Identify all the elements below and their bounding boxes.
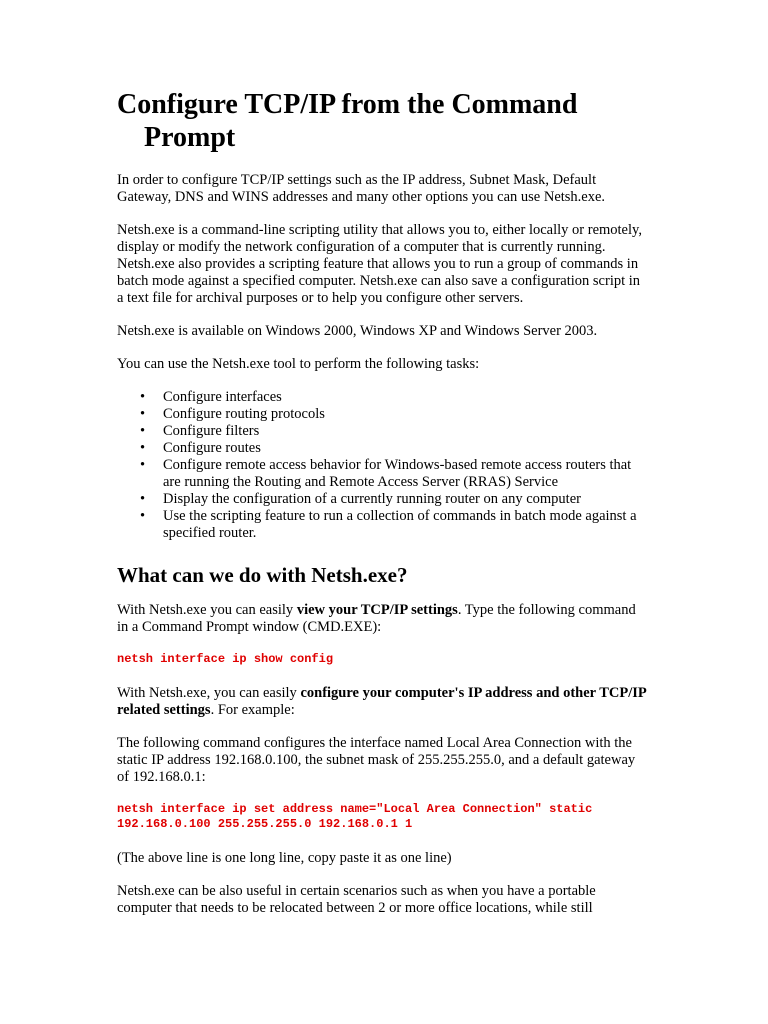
list-item-text: Configure routing protocols [163, 406, 325, 422]
list-item-text: Display the configuration of a currently running router on any computer [163, 491, 581, 507]
list-item-text: Configure filters [163, 423, 260, 439]
page-title: Configure TCP/IP from the Command Prompt [117, 89, 578, 153]
netsh-description-paragraph: Netsh.exe is a command-line scripting utility that allows you to, either locally or remotely, display or modify the network configuration of a computer that is currently running. Netsh.exe also provides a scripting feature that allows you to run a group of commands in batch mode against a specified computer. Netsh.exe can also save a configuration script in a text file for archival purposes or to help you configure other servers. [117, 222, 642, 306]
code-show-config: netsh interface ip show config [117, 652, 334, 666]
bullet-icon: • [140, 423, 146, 439]
availability-paragraph: Netsh.exe is available on Windows 2000, Windows XP and Windows Server 2003. [117, 323, 598, 339]
bullet-icon: • [140, 389, 146, 405]
bold-text-run: configure your computer's IP address and other TCP/IP related settings [117, 685, 646, 718]
list-item-text: Use the scripting feature to run a collection of commands in batch mode against a specified router. [163, 508, 637, 541]
bold-text-run: view your TCP/IP settings [296, 602, 458, 618]
text-run: . Type the following command in a Command Prompt window (CMD.EXE): [117, 602, 636, 635]
bullet-icon: • [140, 457, 146, 473]
list-item-text: Configure interfaces [163, 389, 282, 405]
view-settings-paragraph [117, 602, 647, 636]
tasks-intro-paragraph: You can use the Netsh.exe tool to perform the following tasks: [117, 356, 480, 372]
code-set-address: netsh interface ip set address name="Local Area Connection" static 192.168.0.100 255.255.255.0 192.168.0.1 1 [117, 802, 600, 831]
intro-paragraph: In order to configure TCP/IP settings such as the IP address, Subnet Mask, Default Gateway, DNS and WINS addresses and many other options you can use Netsh.exe. [117, 172, 606, 205]
list-item-text: Configure remote access behavior for Windows-based remote access routers that are running the Routing and Remote Access Server (RRAS) Service [163, 457, 632, 490]
list-item [117, 440, 647, 457]
note-paragraph: (The above line is one long line, copy paste it as one line) [117, 850, 452, 866]
list-item-text: Configure routes [163, 440, 261, 456]
example-paragraph: The following command configures the interface named Local Area Connection with the static IP address 192.168.0.100, the subnet mask of 255.255.255.0, and a default gateway of 192.168.0.1: [117, 735, 636, 785]
section-heading: What can we do with Netsh.exe? [117, 563, 408, 587]
bullet-icon: • [140, 440, 146, 456]
list-item [117, 457, 647, 491]
configure-paragraph [117, 685, 647, 719]
bullet-icon: • [140, 491, 146, 507]
document-page [117, 88, 647, 933]
bullet-icon: • [140, 508, 146, 524]
text-run: With Netsh.exe, you can easily [117, 685, 301, 701]
list-item [117, 423, 647, 440]
tasks-list [117, 389, 647, 542]
list-item [117, 389, 647, 406]
list-item [117, 491, 647, 508]
list-item [117, 406, 647, 423]
list-item [117, 508, 647, 542]
text-run: With Netsh.exe you can easily [117, 602, 297, 618]
text-run: . For example: [210, 702, 295, 718]
bullet-icon: • [140, 406, 146, 422]
portable-paragraph: Netsh.exe can be also useful in certain scenarios such as when you have a portable computer that needs to be relocated between 2 or more office locations, while still [117, 883, 596, 916]
